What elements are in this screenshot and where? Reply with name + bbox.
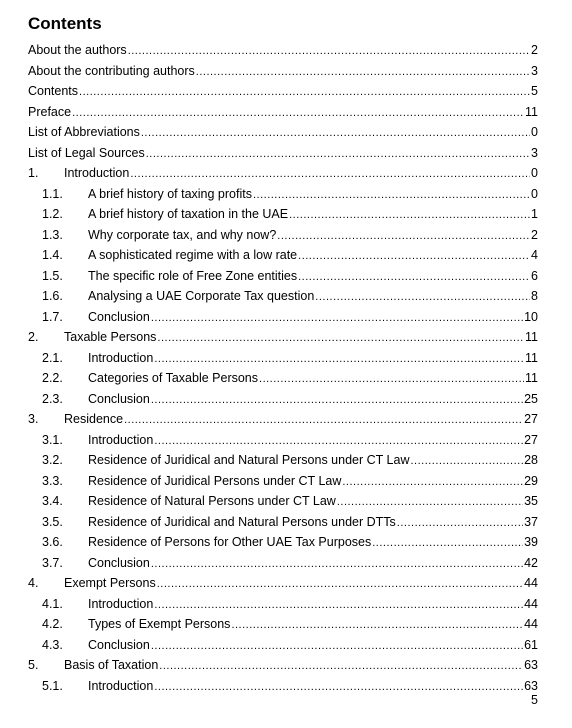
toc-entry-page: 63	[524, 678, 538, 693]
toc-entry-page: 1	[531, 207, 538, 221]
toc-entry-number: 1.1.	[42, 186, 63, 201]
toc-entry[interactable]	[0, 573, 572, 594]
toc-entry-line	[88, 184, 538, 206]
toc-entry-page: 42	[524, 555, 538, 570]
toc-entry[interactable]	[0, 553, 572, 574]
toc-entry-page: 11	[525, 104, 538, 119]
toc-entry[interactable]	[0, 655, 572, 676]
toc-entry-page: 6	[531, 268, 538, 283]
toc-entry[interactable]	[0, 368, 572, 389]
toc-entry-line	[88, 286, 538, 308]
toc-entry-title[interactable]: Contents	[28, 84, 79, 98]
toc-entry-title[interactable]: Basis of Taxation	[64, 658, 159, 672]
toc-entry-number: 1.6.	[42, 289, 63, 303]
toc-entry-title[interactable]: Preface	[28, 104, 72, 119]
toc-entry-line	[64, 409, 538, 431]
toc-entry-page: 27	[524, 432, 538, 447]
toc-entry-number: 3.4.	[42, 494, 63, 508]
toc-entry-line	[64, 573, 538, 595]
toc-entry-title[interactable]: Residence of Persons for Other UAE Tax Purposes	[88, 535, 372, 549]
toc-entry-title[interactable]: Introduction	[88, 596, 154, 611]
toc-entry[interactable]	[0, 204, 572, 225]
toc-entry-page: 2	[531, 43, 538, 57]
toc-entry-page: 61	[524, 637, 538, 652]
toc-entry-line	[88, 532, 538, 554]
toc-entry-page: 63	[524, 658, 538, 672]
toc-entry-title[interactable]: A sophisticated regime with a low rate	[88, 248, 298, 262]
dot-leader	[154, 431, 523, 452]
toc-entry[interactable]	[0, 430, 572, 451]
dot-leader	[79, 82, 530, 103]
toc-entry-page: 0	[531, 125, 538, 139]
toc-entry-title[interactable]: The specific role of Free Zone entities	[88, 268, 298, 283]
toc-entry[interactable]	[0, 163, 572, 184]
toc-entry-line	[88, 594, 538, 616]
toc-entry-page: 11	[525, 371, 538, 385]
toc-entry-title[interactable]: Exempt Persons	[64, 576, 156, 590]
toc-entry-line	[88, 512, 538, 534]
toc-entry-title[interactable]: Residence of Juridical and Natural Persons under DTTs	[88, 514, 396, 529]
toc-entry-title[interactable]: Types of Exempt Persons	[88, 617, 231, 631]
toc-entry[interactable]	[0, 389, 572, 410]
toc-entry-number: 1.	[28, 166, 39, 180]
toc-entry-number: 1.4.	[42, 248, 63, 262]
toc-entry-title[interactable]: Introduction	[88, 678, 154, 693]
toc-entry[interactable]	[0, 81, 572, 102]
toc-entry[interactable]	[0, 61, 572, 82]
toc-entry[interactable]	[0, 491, 572, 512]
dot-leader	[141, 123, 530, 144]
dot-leader	[151, 554, 523, 575]
dot-leader	[298, 246, 530, 267]
toc-entry-page: 10	[524, 309, 538, 324]
toc-entry[interactable]	[0, 676, 572, 697]
toc-entry-line	[88, 471, 538, 493]
toc-entry-line	[88, 676, 538, 698]
page-number: 5	[531, 693, 538, 707]
toc-entry[interactable]	[0, 307, 572, 328]
toc-entry-title[interactable]: Residence	[64, 412, 124, 426]
toc-entry-title[interactable]: About the contributing authors	[28, 63, 195, 78]
toc-entry-line	[88, 430, 538, 452]
toc-entry-title[interactable]: Categories of Taxable Persons	[88, 371, 259, 385]
toc-entry[interactable]	[0, 450, 572, 471]
toc-entry-line	[88, 245, 538, 267]
toc-entry[interactable]	[0, 245, 572, 266]
toc-entry-title[interactable]: List of Abbreviations	[28, 125, 140, 139]
toc-entry-page: 29	[524, 473, 538, 488]
toc-entry-number: 1.7.	[42, 309, 63, 324]
toc-entry-title[interactable]: Residence of Juridical Persons under CT Law	[88, 473, 342, 488]
toc-entry-line	[28, 40, 538, 62]
toc-entry[interactable]	[0, 532, 572, 553]
toc-entry-title[interactable]: Conclusion	[88, 309, 150, 324]
toc-entry-page: 39	[524, 535, 538, 549]
page-title: Contents	[28, 14, 102, 33]
toc-entry-number: 1.2.	[42, 207, 63, 221]
toc-entry-number: 2.3.	[42, 391, 63, 406]
toc-entry-number: 4.3.	[42, 637, 63, 652]
toc-entry-title[interactable]: Introduction	[64, 166, 130, 180]
toc-entry-line	[88, 266, 538, 288]
toc-entry-line	[88, 368, 538, 390]
toc-entry[interactable]	[0, 225, 572, 246]
toc-entry-number: 3.1.	[42, 432, 63, 447]
toc-entry-page: 37	[524, 514, 538, 529]
toc-entry-line	[88, 204, 538, 226]
toc-entry[interactable]	[0, 594, 572, 615]
toc-entry[interactable]	[0, 184, 572, 205]
dot-leader	[342, 472, 523, 493]
toc-entry[interactable]	[0, 122, 572, 143]
toc-entry-line	[28, 81, 538, 103]
toc-entry-page: 0	[531, 186, 538, 201]
toc-entry[interactable]	[0, 266, 572, 287]
dot-leader	[298, 267, 530, 288]
dot-leader	[196, 62, 530, 83]
toc-entry-number: 4.	[28, 576, 39, 590]
toc-entry-line	[88, 389, 538, 411]
table-of-contents	[0, 40, 572, 696]
dot-leader	[157, 328, 524, 349]
toc-entry-number: 3.2.	[42, 453, 63, 467]
toc-entry[interactable]	[0, 471, 572, 492]
dot-leader	[289, 205, 530, 226]
dot-leader	[146, 144, 530, 165]
toc-entry-title[interactable]: Analysing a UAE Corporate Tax question	[88, 289, 315, 303]
dot-leader	[231, 615, 523, 636]
dot-leader	[154, 677, 523, 698]
toc-entry-number: 3.3.	[42, 473, 63, 488]
toc-entry-line	[88, 450, 538, 472]
toc-entry-line	[88, 635, 538, 657]
toc-entry-number: 5.1.	[42, 678, 63, 693]
toc-entry-line	[88, 307, 538, 329]
toc-entry-line	[28, 122, 538, 144]
toc-entry-page: 27	[524, 412, 538, 426]
toc-entry[interactable]	[0, 635, 572, 656]
dot-leader	[154, 595, 523, 616]
toc-entry-line	[88, 348, 538, 370]
dot-leader	[253, 185, 530, 206]
toc-entry-title[interactable]: Introduction	[88, 350, 154, 365]
toc-entry-title[interactable]: Why corporate tax, and why now?	[88, 227, 277, 242]
toc-entry-number: 3.7.	[42, 555, 63, 570]
toc-entry[interactable]	[0, 512, 572, 533]
toc-entry-number: 1.5.	[42, 268, 63, 283]
dot-leader	[397, 513, 523, 534]
toc-entry-number: 3.6.	[42, 535, 63, 549]
toc-entry-page: 3	[531, 63, 538, 78]
toc-entry-number: 2.1.	[42, 350, 63, 365]
dot-leader	[259, 369, 524, 390]
toc-entry-page: 28	[524, 453, 538, 467]
toc-entry-page: 11	[525, 330, 538, 344]
dot-leader	[151, 308, 523, 329]
toc-entry-line	[28, 61, 538, 83]
toc-entry-title[interactable]: Conclusion	[88, 637, 150, 652]
toc-entry-page: 8	[531, 289, 538, 303]
toc-entry-title[interactable]: About the authors	[28, 43, 127, 57]
toc-entry-line	[88, 614, 538, 636]
dot-leader	[72, 103, 524, 124]
dot-leader	[337, 492, 523, 513]
dot-leader	[410, 451, 523, 472]
dot-leader	[130, 164, 530, 185]
toc-entry[interactable]	[0, 614, 572, 635]
toc-entry-page: 3	[531, 145, 538, 160]
dot-leader	[151, 636, 523, 657]
toc-entry-line	[28, 102, 538, 124]
toc-entry-line	[28, 143, 538, 165]
dot-leader	[372, 533, 523, 554]
toc-entry-line	[64, 655, 538, 677]
toc-entry[interactable]	[0, 286, 572, 307]
dot-leader	[124, 410, 523, 431]
toc-entry-page: 5	[531, 84, 538, 98]
toc-entry-number: 2.	[28, 330, 39, 344]
toc-entry-page: 4	[531, 248, 538, 262]
toc-entry-title[interactable]: Residence of Juridical and Natural Persons under CT Law	[88, 453, 410, 467]
dot-leader	[151, 390, 523, 411]
dot-leader	[157, 574, 523, 595]
toc-entry-title[interactable]: Residence of Natural Persons under CT Law	[88, 494, 336, 508]
toc-entry-page: 44	[524, 576, 538, 590]
toc-entry-page: 44	[524, 596, 538, 611]
dot-leader	[159, 656, 523, 677]
toc-entry-number: 3.	[28, 412, 39, 426]
toc-entry[interactable]	[0, 102, 572, 123]
toc-entry-title[interactable]: Conclusion	[88, 391, 150, 406]
toc-entry[interactable]	[0, 143, 572, 164]
toc-entry[interactable]	[0, 348, 572, 369]
toc-entry-line	[88, 553, 538, 575]
toc-entry-title[interactable]: List of Legal Sources	[28, 145, 145, 160]
dot-leader	[128, 41, 530, 62]
toc-entry-title[interactable]: A brief history of taxation in the UAE	[88, 207, 289, 221]
dot-leader	[277, 226, 530, 247]
toc-entry-page: 11	[525, 350, 538, 365]
dot-leader	[154, 349, 524, 370]
toc-entry[interactable]	[0, 409, 572, 430]
toc-entry-page: 0	[531, 166, 538, 180]
toc-entry-number: 2.2.	[42, 371, 63, 385]
toc-entry-page: 35	[524, 494, 538, 508]
toc-entry-line	[88, 491, 538, 513]
dot-leader	[315, 287, 530, 308]
toc-entry-title[interactable]: A brief history of taxing profits	[88, 186, 252, 201]
toc-entry-number: 4.1.	[42, 596, 63, 611]
toc-entry-title[interactable]: Taxable Persons	[64, 330, 157, 344]
toc-entry-number: 4.2.	[42, 617, 63, 631]
toc-entry-number: 1.3.	[42, 227, 63, 242]
toc-entry-line	[88, 225, 538, 247]
toc-entry-line	[64, 327, 538, 349]
toc-entry-page: 44	[524, 617, 538, 631]
toc-entry-line	[64, 163, 538, 185]
toc-entry[interactable]	[0, 327, 572, 348]
toc-entry-number: 3.5.	[42, 514, 63, 529]
toc-entry-title[interactable]: Conclusion	[88, 555, 150, 570]
toc-entry-page: 2	[531, 227, 538, 242]
toc-entry-title[interactable]: Introduction	[88, 432, 154, 447]
toc-entry-page: 25	[524, 391, 538, 406]
toc-entry-number: 5.	[28, 658, 39, 672]
toc-entry[interactable]	[0, 40, 572, 61]
